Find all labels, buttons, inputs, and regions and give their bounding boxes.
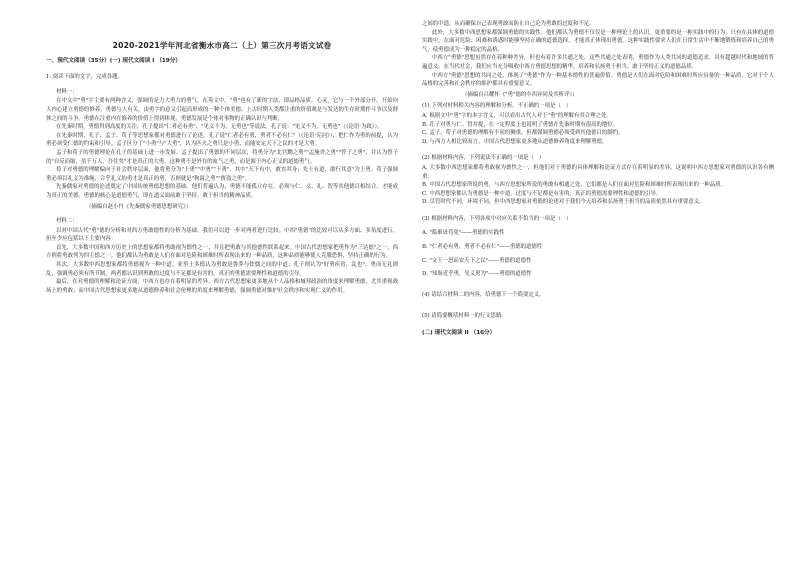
material-2-paragraph: 中西方"勇德"思想虽然存在着种种差异，但也有着许多共通之处。这些共通之处表明，勇德作为人类共同的道德追求，具有超越时代和地域的普遍意义。在当代社会，我们应当充分吸收中西方勇德思想的精华，培养和弘扬勇于担当、敢于坚持正义的道德品质。 — [422, 55, 774, 70]
material-2-paragraph: 中西方"勇德"思想的共同之处，体现了"勇德"作为一种基本德性的普遍价值。勇德是人们在面对危险和困难时所应具备的一种品质，它对于个人品格的完善和社会秩序的维护都具有重要意义。 — [422, 72, 774, 88]
material-1-label: 材料一： — [56, 88, 78, 95]
question-2-option: C. 中西思想家都认为勇德是一种中道，过度与不足都是有害的，真正的勇德需要理性和道德的引导。 — [422, 190, 662, 197]
material-1-paragraph: 在先秦时期，孔子、孟子、荀子等思想家都对勇德进行了论述。孔子说"仁者必有勇，勇者不必有仁"（《论语·宪问》），把仁作为勇的前提，认为勇必须受仁德的约束和引导。孟子区分了"小勇"与"大勇"，认为匹夫之勇只是小勇，而能安定天下之民的才是大勇。 — [46, 132, 398, 148]
question-2-stem: (2) 根据材料内容，下列说法不正确的一项是（ ） — [422, 155, 545, 162]
exam-title: 2020-2021学年河北省衡水市高二（上）第三次月考语文试卷 — [112, 41, 332, 50]
material-2-paragraph: 此外，大多数中西思想家都强调勇德的实践性。他们都认为勇德不仅仅是一种理论上的认识，更重要的是一种实践中的行为。只有在具体的道德实践中，在面对危险、困难和诱惑时能够坚持正确的道德选择，才能真正体现出勇德。这种实践性要求人们在日常生活中不断地锻炼和培养自己的勇气，使勇德成为一种稳定的品格。 — [422, 29, 774, 53]
question-1-option: B. 孔子对勇与仁、智并提，在一定程度上也说明了勇德在先秦时期有很高的地位。 — [422, 121, 619, 128]
question-1-option: A. 根据文中"勇"字的本字含义，可以看出古代人对于"勇"的理解有其合理之处。 — [422, 112, 612, 119]
question-4: (4) 请结合材料二的内容，给勇德下一个简要定义。 — [422, 291, 545, 298]
material-2-paragraph: 最后，在对勇德的理解和论证方面，中西方也存在着明显的差异。西方古代思想家更多地从个人品格和城邦政治的角度来理解勇敢，尤其重视战场上的勇敢；而中国古代思想家更多地从道德修养和社会伦理的角度来理解勇德，强调勇德对维护社会秩序和实现仁义的作用。 — [46, 279, 398, 294]
material-2-paragraph: 以对中国古代"勇"德的分析和对西方勇敢德性的分析为基础，我们可以进一步对两者进行比较。中西"勇德"的比较可以从多方面、多角度进行，但至少应包括以下主要内容： — [46, 227, 398, 243]
material-1-paragraph: 在中文中"勇"字主要有两种含义，强调的是力大勇力的勇气。在英文中，"勇"也有了新的字法，即品格品质、心灵，它与一个外部分开，开始向人内心建立勇德的修养。勇德与人有关，由勇字的意义引起而形成的一种个体美德。上古时期人类都注重的价值观是与发达的生存时期作斗争以及群体之间的斗争。勇德在注重内在修养的价值上得到体现，勇德发展是个体对事物的正确认识与判断。 — [46, 98, 398, 122]
question-3-option: B. "仁者必有勇，勇者不必有仁"——勇德的道德性 — [422, 244, 543, 251]
material-1-paragraph: 先秦儒家对勇德的论述奠定了中国传统勇德思想的基础。他们普遍认为，勇德不能孤立存在，必须与仁、义、礼、智等其他德目相结合，才能成为真正的美德。勇德的核心是道德勇气，即在道义面前敢于坚持、敢于担当的精神品质。 — [46, 184, 398, 199]
material-1-paragraph: 在先秦时期，勇德得到高度的关注，孔子提出"仁者必有勇"、"见义不为，无勇也"等说法。孔子说："见义不为，无勇也"（《论语·为政》）。 — [56, 124, 383, 131]
continued-paragraph: 之间的中道，从而确保自己表现勇敢而防止自己沦为勇敢的过度和不足。 — [422, 21, 595, 27]
material-2-label: 材料二： — [56, 218, 78, 225]
material-1-source: （摘编自赵小丹《先秦儒家勇德思想研究》） — [86, 203, 192, 210]
instruction: 1. 阅读下面的文字，完成各题。 — [46, 74, 123, 81]
question-5: (5) 请简要概括材料一的行文思路。 — [422, 313, 507, 320]
question-1-option: C. 孟子、荀子对勇德的理解有不同的侧重，但都强调勇德必须受到其他德目的制约。 — [422, 130, 624, 137]
question-3-option: C. "文王一怒而安天下之民"——勇德的道德性 — [422, 257, 532, 264]
material-1-paragraph: 荀子对勇德的理解偏向于社会秩序层面，他将勇分为"上勇""中勇""下勇"，其中"天下有中，敢直其身；先王有道，敢行其意"为上勇。荀子强调勇必须以礼义为准绳，合乎礼义的勇才是真正的勇，否则就是"狗彘之勇""贾盗之勇"。 — [46, 167, 398, 182]
left-column — [46, 24, 398, 295]
question-2-option: D. 尽管时代不同，环境不同，但中西思想家对勇德的论述对于我们今天培养和弘扬勇于担当的品质依然具有重要意义。 — [422, 199, 705, 206]
material-2-source: （摘编自吕耀怀《"勇"德的中西异同及其析评》） — [462, 91, 578, 98]
question-2-option: B. 中国古代思想家所说的勇，与西方思想家所说的勇敢有相通之处，它们都是人们在面对危险和困难时所表现出来的一种品质。 — [422, 182, 726, 189]
question-3-stem: (3) 根据材料内容，下列各项中对应关系不恰当的一项是（ ） — [422, 215, 572, 222]
section-heading-2: (二) 现代文阅读 II （16分） — [422, 330, 496, 337]
question-3-option: A. "临难毋苟免"——勇德的实践性 — [422, 230, 505, 237]
question-3-option: D. "知耻近乎勇，见义勇为"——勇德的道德性 — [422, 271, 532, 278]
material-2-paragraph: 首先，大多数中国和西方历史上的思想家都将勇敢视为德性之一，并且把勇敢与其他德性联系起来。中国古代思想家把勇作为"三达德"之一，西方则将勇敢列为四主德之一。他们都认为勇敢是人们在面对危险和困难时所表现出来的一种品质，这种品质能够使人克服恐惧，坚持正确的行为。 — [46, 244, 398, 260]
section-heading-1: 一、现代文阅读（35分）(一) 现代文阅读 I （19分） — [46, 57, 181, 64]
question-2-option: A. 大多数中西思想家都将勇敢视为德性之一，但他们对于勇德的具体理解和论证方式存在着明显的差异，这说明中西方思想家对勇德的认识各有侧重。 — [422, 164, 774, 180]
material-1-paragraph: 孟子和荀子的勇德理论在孔子的基础上进一步发展。孟子提出了勇德的不同层次，将勇分为"北宫黝之勇""孟施舍之勇""曾子之勇"，并认为曾子的"自反而缩，虽千万人，吾往矣"才是真正的大勇。这种勇不是外在的血气之勇，而是源于内心正义的道德勇气。 — [46, 149, 398, 165]
question-1-option: D. 与西方人相比较而言，中国古代思想家更多地从道德修养角度来理解勇德。 — [422, 138, 608, 145]
right-column — [422, 20, 774, 346]
question-1-stem: (1) 下列对材料相关内容的理解和分析，不正确的一项是（ ） — [422, 103, 572, 110]
material-2-paragraph: 其次，大多数中西思想家都将勇德视为一种中道。亚里士多德认为勇敢是鲁莽与怯懦之间的中道；孔子则认为"好勇疾贫，乱也"，勇而无礼则乱，强调勇必须有所节制。两者都认识到勇敢的过度与不足都是有害的，真正的勇德需要理性和道德的引导。 — [46, 262, 398, 277]
